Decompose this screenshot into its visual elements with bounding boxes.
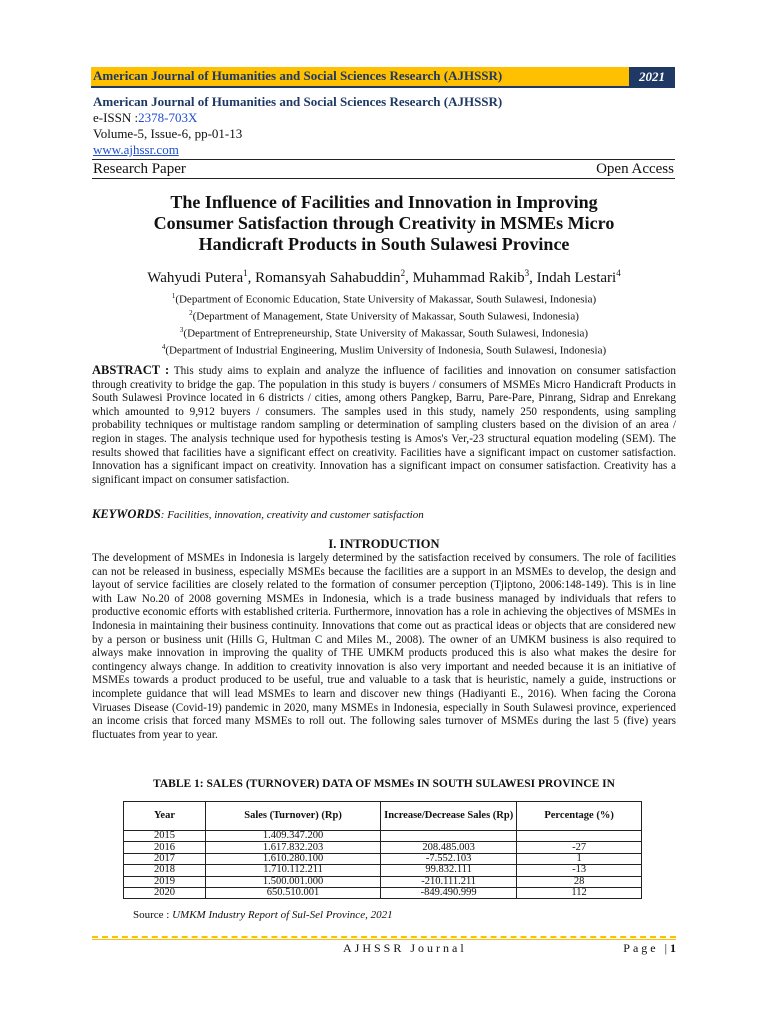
table-cell: 112 [517, 887, 642, 898]
source-text: UMKM Industry Report of Sul-Sel Province, 2021 [172, 909, 393, 921]
table-cell: 1.409.347.200 [206, 831, 381, 842]
footer-page-number [623, 941, 676, 956]
sales-table [123, 801, 642, 899]
affiliation-list [92, 290, 676, 359]
access-type-label: Open Access [596, 161, 674, 177]
table-cell: 28 [517, 876, 642, 887]
table-cell: 2020 [124, 887, 206, 898]
section-heading: I. INTRODUCTION [328, 537, 440, 551]
table-cell: 1.710.112.211 [206, 865, 381, 876]
table-header-cell: Sales (Turnover) (Rp) [206, 802, 381, 831]
table-row [124, 831, 642, 842]
author-name: Wahyudi Putera [147, 270, 244, 286]
title-line: Consumer Satisfaction through Creativity in MSMEs Micro [153, 213, 615, 233]
table-source [133, 909, 393, 921]
table-cell: -7.552.103 [381, 853, 517, 864]
author-affiliation-mark: 4 [616, 268, 621, 278]
table-cell: 1.617.832.203 [206, 842, 381, 853]
website-link[interactable]: www.ajhssr.com [93, 142, 179, 157]
journal-header-year: 2021 [629, 67, 675, 86]
table-row [124, 853, 642, 864]
abstract-label: ABSTRACT : [92, 363, 170, 377]
affiliation-item: $^4$(Department of Industrial Engineering, Muslim University of Indonesia, South Sulawesi, Indonesia) [161, 343, 607, 358]
table-cell: -849.490.999 [381, 887, 517, 898]
author-name: Romansyah Sahabuddin [255, 270, 401, 286]
paper-title [92, 192, 676, 255]
table-cell: 2017 [124, 853, 206, 864]
journal-header-bar [91, 67, 675, 88]
author-name: Indah Lestari [536, 270, 617, 286]
table-cell: 2015 [124, 831, 206, 842]
affiliation-item: $^3$(Department of Entrepreneurship, State University of Makassar, South Sulawesi, Indonesia) [179, 326, 589, 340]
table-cell: 1 [517, 853, 642, 864]
table-caption: TABLE 1: SALES (TURNOVER) DATA OF MSMEs IN SOUTH SULAWESI PROVINCE IN [153, 778, 615, 790]
table-row [124, 876, 642, 887]
table-cell: 99.832.111 [381, 865, 517, 876]
author-name: Muhammad Rakib [412, 270, 525, 286]
abstract [92, 364, 676, 487]
table-header-cell: Percentage (%) [517, 802, 642, 831]
table-cell: 208.485.003 [381, 842, 517, 853]
source-label: Source : [133, 909, 170, 921]
introduction-text: The development of MSMEs in Indonesia is largely determined by the satisfaction received by consumers. The role of facilities can not be released in business, especially MSMEs because the facilities are a support in an MSMEs to develop, the design and layout of service facilities are closely related to the formation of consumer perception (Tjiptono, 2006:148-149). This is in line with Law No.20 of 2008 governing MSMEs in Indonesia, which is a trade business managed by individuals that refers to productive economic efforts with established criteria. Furthermore, innovation has a role in achieving the objectives of MSMEs in Indonesia in maintaining their business continuity. Innovations that come out as practical ideas or objects that are considered new by a person or business unit (Hills G, Hultman C and Miles M., 2008). The owner of an UMKM business is also required to always make innovation in improving the quality of THE UMKM products produced this is also what makes the desire for contingency always change. In addition to creativity innovation is also very important and needed because it is an initiative of MSMEs towards a product produced to be useful, true and valuable to a task that is heuristic, namely a guide, instructions or incomplete guidance that will lead MSMEs to learn and discover new things (Hadiyanti E., 2016). When facing the Corona Viruases Disease (Covid-19) pandemic in 2020, many MSMEs in Indonesia, especially in South Sulawesi province, experienced an income crisis that forced many MSMEs to roll out. The following sales turnover of MSMEs during the last 5 (five) years fluctuates from year to year. [92, 552, 676, 741]
journal-header-title: American Journal of Humanities and Social Sciences Research (AJHSSR) [93, 68, 503, 83]
author-list: Wahyudi Putera$^1$, Romansyah Sahabuddin$^2$, Muhammad Rakib$^3$, Indah Lestari$^4$ [147, 268, 621, 286]
table-header-row [124, 802, 642, 831]
paper-type-bar [92, 159, 675, 179]
table-row [124, 842, 642, 853]
table-header-cell: Year [124, 802, 206, 831]
journal-meta [93, 94, 502, 158]
table-cell: 1.500.001.000 [206, 876, 381, 887]
table-row [124, 865, 642, 876]
affiliation-item: $^1$(Department of Economic Education, State University of Makassar, South Sulawesi, Indonesia) [171, 292, 597, 306]
volume-line: Volume-5, Issue-6, pp-01-13 [93, 126, 243, 141]
table-row [124, 887, 642, 898]
footer-divider [92, 936, 676, 938]
table-cell: -210.111.211 [381, 876, 517, 887]
title-line: The Influence of Facilities and Innovation in Improving [170, 192, 598, 212]
journal-name: American Journal of Humanities and Social Sciences Research (AJHSSR) [93, 94, 503, 109]
keywords-label: KEYWORDS [92, 507, 161, 521]
table-cell: -27 [517, 842, 642, 853]
table-header-cell: Increase/Decrease Sales (Rp) [381, 802, 517, 831]
footer-journal: AJHSSR Journal [343, 941, 467, 955]
page-number: 1 [670, 941, 676, 955]
table-cell [381, 831, 517, 842]
author-affiliation-mark: 3 [524, 268, 530, 278]
table-cell: 1.610.280.100 [206, 853, 381, 864]
table-cell [517, 831, 642, 842]
table-cell: 650.510.001 [206, 887, 381, 898]
author-affiliation-mark: 1 [243, 268, 248, 278]
keywords-text: : Facilities, innovation, creativity and customer satisfaction [160, 509, 424, 521]
table-cell: 2018 [124, 865, 206, 876]
abstract-text: This study aims to explain and analyze the influence of facilities and innovation on consumer satisfaction through creativity to bridge the gap. The population in this study is buyers / consumers of MSMEs Micro Handicraft Products in South Sulawesi Province located in 6 districts / cities, among others Pangkep, Barru, Pare-Pare, Pinrang, Sidrap and Enrekang which amounted to 9,912 buyers / consumers. The samples used in this study, namely 250 respondents, using sampling probability techniques or multistage random sampling or determination of sampling clusters based on the division of an area / region in stages. The analysis technique used for hypothesis testing is Amos's Ver,-23 structural equation modeling (SEM). The results showed that facilities have a significant effect on creativity. Facilities have a significant impact on customer satisfaction. Innovation has a significant impact on creativity. Innovation has a significant impact on consumer satisfaction. Creativity has a significant impact on consumer satisfaction. [92, 365, 676, 486]
author-affiliation-mark: 2 [400, 268, 406, 278]
table-cell: 2016 [124, 842, 206, 853]
keywords [92, 507, 676, 522]
page-label: Page | [623, 941, 670, 955]
issn-value: 2378-703X [138, 110, 198, 125]
affiliation-item: $^2$(Department of Management, State University of Makassar, South Sulawesi, Indonesia) [189, 309, 579, 323]
issn-line [93, 110, 502, 126]
paper-type-label: Research Paper [93, 161, 186, 177]
issn-label: e-ISSN : [93, 110, 139, 125]
title-line: Handicraft Products in South Sulawesi Province [198, 234, 570, 254]
footer-divider [92, 939, 676, 940]
table-cell: -13 [517, 865, 642, 876]
table-cell: 2019 [124, 876, 206, 887]
